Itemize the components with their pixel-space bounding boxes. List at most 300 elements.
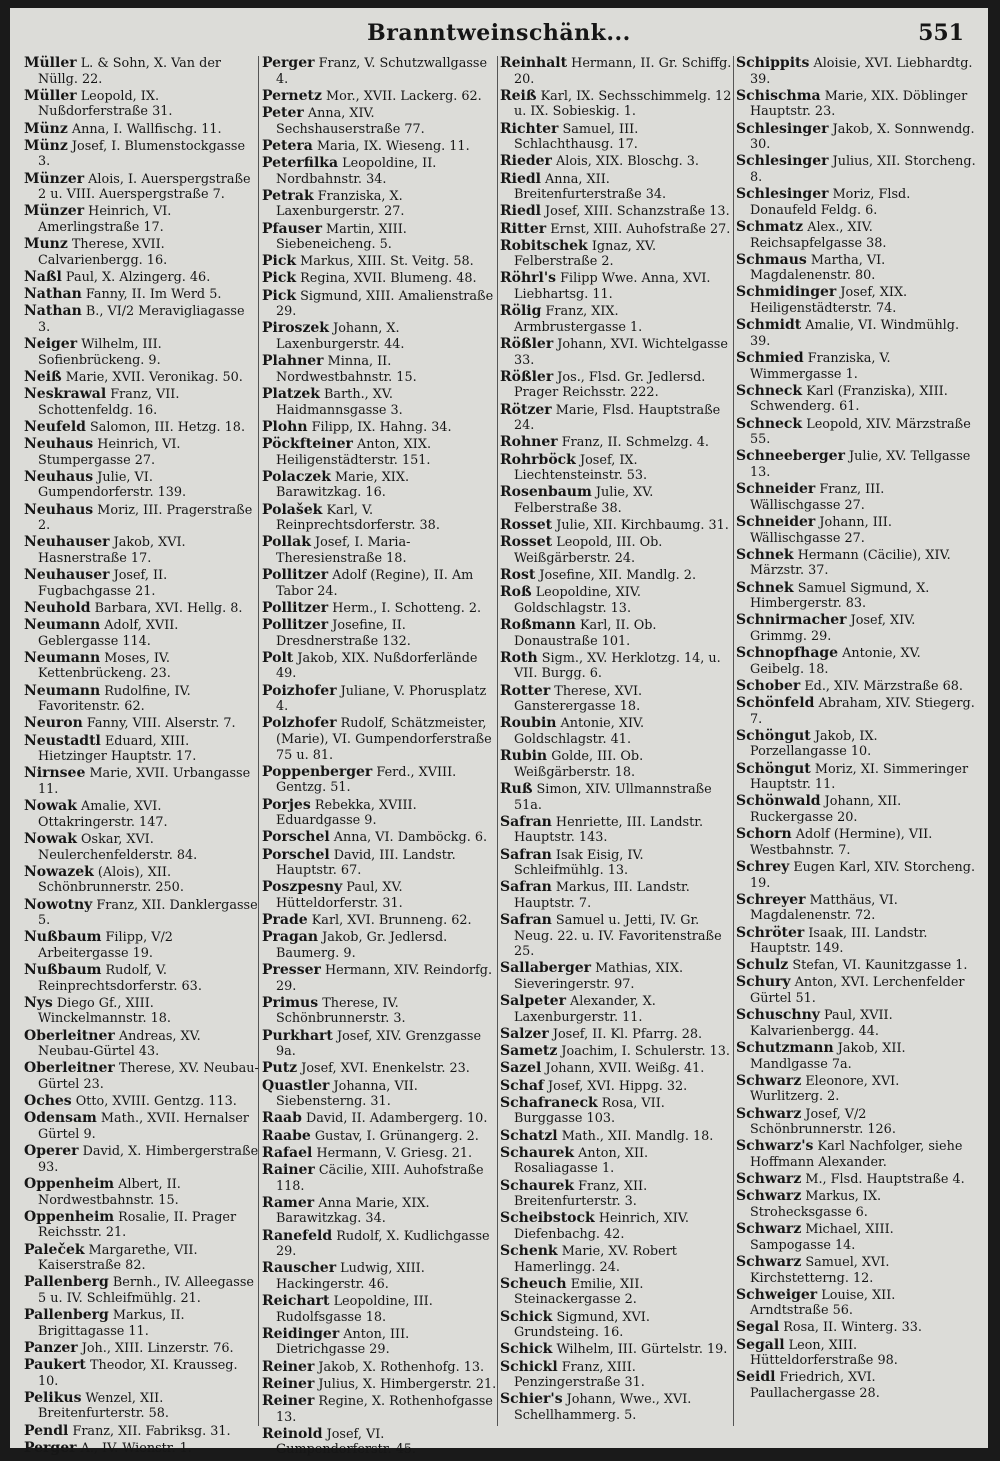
entry-surname: Neuron	[24, 715, 83, 732]
entry-surname: Rößler	[500, 336, 554, 353]
entry-surname: Schischma	[736, 87, 821, 104]
directory-entry	[500, 204, 734, 220]
entry-details: Jakob, X. Sonnwendg. 30.	[750, 121, 975, 153]
entry-details: Sigm., XV. Herklotzg. 14, u. VII. Burgg. 6.	[514, 650, 721, 682]
entry-surname: Schober	[736, 677, 801, 694]
directory-entry	[500, 1027, 734, 1043]
entry-details: Marie, XIX. Döblinger Hauptstr. 23.	[750, 88, 968, 120]
entry-details: Heinrich, VI. Stumpergasse 27.	[38, 436, 181, 468]
entry-surname: Platzek	[262, 386, 320, 402]
entry-surname: Roßmann	[500, 617, 576, 634]
entry-details: Hermann (Cäcilie), XIV. Märzstr. 37.	[750, 547, 951, 579]
directory-entry	[500, 913, 734, 960]
entry-details: Leopoldine, III. Rudolfsgasse 18.	[276, 1294, 433, 1325]
entry-details: Moriz, Flsd. Donaufeld Feldg. 6.	[750, 187, 911, 218]
directory-entry	[500, 1244, 734, 1275]
entry-surname: Oches	[24, 1093, 72, 1110]
entry-details: Josef, IX. Liechtensteinstr. 53.	[514, 452, 648, 484]
directory-entry	[24, 172, 260, 203]
directory-entry	[500, 222, 734, 238]
entry-surname: Schneck	[736, 415, 803, 432]
entry-details: Leon, XIII. Hütteldorferstraße 98.	[750, 1337, 898, 1369]
page-number: 551	[918, 20, 964, 46]
entry-surname: Rauscher	[262, 1260, 337, 1277]
entry-details: Barbara, XVI. Hellg. 8.	[94, 600, 243, 616]
entry-surname: Schmidt	[736, 317, 802, 334]
directory-entry	[736, 89, 976, 120]
entry-surname: Paukert	[24, 1357, 86, 1374]
entry-surname: Safran	[500, 912, 552, 929]
entry-surname: Schlesinger	[736, 153, 829, 170]
entry-surname: Schnek	[736, 546, 794, 563]
directory-entry	[262, 848, 498, 879]
entry-details: Paul, XV. Hütteldorferstr. 31.	[276, 880, 403, 911]
entry-details: Rudolf, X. Kudlichgasse 29.	[276, 1228, 490, 1260]
directory-entry	[736, 679, 976, 695]
directory-entry	[24, 716, 260, 732]
entry-surname: Purkhart	[262, 1027, 333, 1044]
directory-entry	[500, 1061, 734, 1077]
directory-entry	[262, 1360, 498, 1376]
entry-surname: Neuhold	[24, 599, 91, 616]
entry-surname: Poszpesny	[262, 879, 343, 896]
entry-surname: Polašek	[262, 501, 323, 518]
entry-surname: Schwarz's	[736, 1138, 814, 1155]
entry-surname: Reidinger	[262, 1325, 340, 1342]
entry-surname: Safran	[500, 813, 552, 830]
entry-details: Simon, XIV. Ullmannstraße 51a.	[514, 781, 712, 813]
entry-surname: Primus	[262, 994, 319, 1011]
entry-surname: Perger	[24, 1439, 77, 1456]
entry-surname: Segall	[736, 1336, 785, 1353]
directory-entry	[24, 1424, 260, 1440]
directory-entry	[262, 156, 498, 187]
entry-surname: Neskrawal	[24, 386, 107, 402]
entry-details: Alex., XIV. Reichsapfelgasse 38.	[750, 219, 887, 251]
directory-entry	[500, 485, 734, 516]
directory-entry	[736, 646, 976, 677]
directory-entry	[24, 1144, 260, 1175]
entry-details: Margarethe, VII. Kaiserstraße 82.	[38, 1242, 198, 1274]
entry-details: (Alois), XII. Schönbrunnerstr. 250.	[38, 864, 184, 896]
directory-entry	[500, 1392, 734, 1423]
entry-surname: Schwarz	[736, 1253, 802, 1270]
directory-entry	[500, 239, 734, 270]
entry-details: Louise, XII. Arndtstraße 56.	[750, 1287, 896, 1319]
entry-details: Golde, III. Ob. Weißgärberstr. 18.	[514, 749, 644, 780]
directory-entry	[736, 893, 976, 924]
directory-entry	[262, 1146, 498, 1162]
entry-details: Jakob, XIX. Nußdorferlände 49.	[276, 650, 478, 682]
entry-surname: Schury	[736, 974, 791, 991]
directory-entry	[262, 1427, 498, 1458]
directory-entry	[262, 1196, 498, 1227]
directory-entry	[262, 1061, 498, 1077]
entry-surname: Rötzer	[500, 401, 552, 418]
directory-entry	[262, 1394, 498, 1425]
entry-surname: Schwarz	[736, 1171, 802, 1188]
entry-surname: Ritter	[500, 220, 547, 237]
entry-surname: Salpeter	[500, 993, 566, 1010]
entry-details: Mathias, XIX. Sieveringerstr. 97.	[514, 961, 684, 993]
entry-details: Hermann, V. Griesg. 21.	[316, 1145, 473, 1161]
directory-entry	[500, 716, 734, 747]
directory-entry	[262, 354, 498, 385]
directory-column-1	[24, 55, 260, 1456]
entry-surname: Sallaberger	[500, 960, 592, 977]
entry-details: Josef, XVI. Enenkelstr. 23.	[301, 1061, 470, 1077]
entry-surname: Paleček	[24, 1241, 85, 1258]
directory-entry	[262, 321, 498, 352]
directory-entry	[24, 535, 260, 566]
entry-surname: Schöngut	[736, 727, 811, 744]
entry-surname: Münz	[24, 137, 68, 154]
entry-details: Sigmund, XVI. Grundsteing. 16.	[514, 1309, 650, 1341]
entry-surname: Pragan	[262, 929, 319, 946]
entry-surname: Peter	[262, 104, 304, 121]
directory-entry	[24, 1441, 260, 1457]
entry-surname: Schulz	[736, 957, 789, 974]
entry-details: Anna, VI. Damböckg. 6.	[333, 830, 488, 846]
entry-surname: Rohner	[500, 434, 558, 451]
entry-details: Karl, IX. Sechsschimmelg. 12 u. IX. Sobieskig. 1.	[514, 88, 732, 120]
entry-details: Karl, II. Ob. Donaustraße 101.	[514, 618, 657, 649]
entry-details: Martha, VI. Magdalenenstr. 80.	[750, 252, 886, 284]
directory-entry	[500, 684, 734, 715]
entry-details: Markus, III. Landstr. Hauptstr. 7.	[514, 880, 690, 911]
directory-entry	[24, 370, 260, 386]
directory-entry	[736, 1041, 976, 1072]
directory-entry	[24, 766, 260, 797]
entry-surname: Schaurek	[500, 1177, 575, 1194]
directory-entry	[24, 1275, 260, 1306]
entry-surname: Schafraneck	[500, 1094, 598, 1111]
entry-details: Markus, IX. Strohecksgasse 6.	[750, 1189, 882, 1220]
directory-entry	[736, 417, 976, 448]
entry-details: Marie, Flsd. Hauptstraße 24.	[514, 402, 721, 434]
directory-entry	[262, 1377, 498, 1393]
entry-surname: Pollitzer	[262, 599, 329, 616]
entry-details: Filipp Wwe. Anna, XVI. Liebhartsg. 11.	[514, 271, 711, 303]
directory-entry	[262, 716, 498, 763]
directory-entry	[24, 1094, 260, 1110]
entry-details: Amalie, VI. Windmühlg. 39.	[750, 318, 960, 349]
entry-surname: Poppenberger	[262, 763, 373, 780]
directory-entry	[736, 1189, 976, 1220]
entry-details: Herm., I. Schotteng. 2.	[332, 600, 482, 616]
directory-entry	[736, 581, 976, 612]
directory-entry	[736, 548, 976, 579]
entry-details: Johann, XII. Ruckergasse 20.	[750, 794, 902, 825]
entry-details: Heinrich, XIV. Diefenbachg. 42.	[514, 1211, 689, 1242]
directory-entry	[24, 270, 260, 286]
entry-surname: Poizhofer	[262, 682, 337, 699]
entry-details: Franz, V. Schutzwallgasse 4.	[276, 56, 488, 87]
entry-details: Johann, X. Laxenburgerstr. 44.	[276, 321, 405, 353]
entry-surname: Neumann	[24, 682, 101, 699]
directory-entry	[736, 449, 976, 480]
entry-details: Ferd., XVIII. Gentzg. 51.	[276, 764, 457, 796]
directory-entry	[262, 996, 498, 1027]
directory-entry	[736, 220, 976, 251]
entry-details: Leopoldine, XIV. Goldschlagstr. 13.	[514, 585, 641, 616]
directory-entry	[24, 651, 260, 682]
directory-entry	[24, 237, 260, 268]
directory-entry	[736, 253, 976, 284]
directory-entry	[500, 1096, 734, 1127]
entry-surname: Nirnsee	[24, 765, 86, 782]
entry-details: Marie, XIX. Barawitzkag. 16.	[276, 469, 410, 501]
entry-surname: Piroszek	[262, 320, 329, 337]
entry-surname: Neumann	[24, 649, 101, 666]
entry-surname: Rotter	[500, 682, 551, 699]
directory-entry	[500, 89, 734, 120]
entry-surname: Presser	[262, 962, 321, 979]
entry-details: Joh., XIII. Linzerstr. 76.	[81, 1340, 234, 1356]
directory-entry	[262, 601, 498, 617]
entry-surname: Riedl	[500, 203, 541, 220]
entry-details: Josef, VI. Gumpendorferstr. 45.	[276, 1426, 416, 1458]
entry-details: Josef, XIV. Grimmg. 29.	[750, 613, 916, 644]
directory-entry	[24, 734, 260, 765]
entry-details: Juliane, V. Phorusplatz 4.	[276, 683, 487, 715]
entry-details: Fanny, II. Im Werd 5.	[85, 287, 222, 303]
entry-details: Karl Nachfolger, siehe Hoffmann Alexander.	[750, 1139, 963, 1170]
entry-details: Hermann, XIV. Reindorfg. 29.	[276, 963, 493, 994]
entry-surname: Nys	[24, 994, 53, 1011]
entry-surname: Petera	[262, 137, 313, 154]
entry-surname: Reiß	[500, 87, 537, 104]
entry-surname: Pick	[262, 287, 297, 304]
directory-entry	[24, 1308, 260, 1339]
entry-details: Josef, I. Blumenstockgasse 3.	[38, 138, 246, 170]
entry-surname: Schick	[500, 1308, 553, 1325]
directory-entry	[262, 618, 498, 649]
entry-details: Samuel, III. Schlachthausg. 17.	[514, 121, 639, 153]
directory-entry	[736, 1338, 976, 1369]
directory-entry	[736, 696, 976, 727]
entry-surname: Rölig	[500, 303, 542, 320]
entry-details: David, III. Landstr. Hauptstr. 67.	[276, 847, 456, 879]
entry-surname: Operer	[24, 1143, 79, 1160]
entry-surname: Polzhofer	[262, 715, 337, 732]
directory-entry	[500, 172, 734, 203]
entry-details: Leopold, III. Ob. Weißgärberstr. 24.	[514, 535, 663, 566]
entry-surname: Neuhauser	[24, 567, 110, 584]
entry-surname: Schmatz	[736, 218, 804, 235]
directory-entry	[500, 535, 734, 566]
entry-details: Minna, II. Nordwestbahnstr. 15.	[276, 354, 417, 385]
entry-surname: Oppenheim	[24, 1208, 115, 1225]
directory-entry	[262, 765, 498, 796]
directory-entry	[262, 139, 498, 155]
entry-surname: Neuhaus	[24, 435, 94, 452]
entry-surname: Putz	[262, 1060, 298, 1077]
entry-details: Michael, XIII. Sampogasse 14.	[750, 1222, 894, 1253]
entry-surname: Pollak	[262, 534, 311, 551]
entry-details: Joachim, I. Schulerstr. 13.	[561, 1044, 730, 1060]
directory-entry	[736, 975, 976, 1006]
entry-surname: Odensam	[24, 1110, 97, 1127]
directory-entry	[500, 1360, 734, 1391]
entry-surname: Schaurek	[500, 1144, 575, 1161]
entry-details: Stefan, VI. Kaunitzgasse 1.	[792, 958, 968, 974]
entry-surname: Schlesinger	[736, 186, 829, 203]
entry-surname: Röhrl's	[500, 270, 557, 287]
entry-details: Moriz, XI. Simmeringer Hauptstr. 11.	[750, 761, 969, 793]
entry-surname: Neuhaus	[24, 501, 94, 518]
entry-details: Josefine, II. Dresdnerstraße 132.	[276, 618, 411, 649]
directory-entry	[500, 618, 734, 649]
entry-surname: Reiner	[262, 1358, 315, 1375]
entry-details: Julie, XII. Kirchbaumg. 31.	[556, 518, 729, 534]
entry-details: Andreas, XV. Neubau-Gürtel 43.	[38, 1028, 201, 1060]
entry-details: Mor., XVII. Lackerg. 62.	[326, 88, 482, 104]
directory-entry	[500, 585, 734, 616]
entry-surname: Schneck	[736, 382, 803, 399]
entry-details: Antonie, XIV. Goldschlagstr. 41.	[514, 716, 645, 747]
directory-entry	[500, 435, 734, 451]
entry-details: Alexander, X. Laxenburgerstr. 11.	[514, 994, 656, 1025]
directory-entry	[500, 1211, 734, 1242]
entry-details: M., Flsd. Hauptstraße 4.	[805, 1172, 965, 1188]
entry-surname: Nathan	[24, 303, 82, 320]
entry-surname: Naßl	[24, 268, 62, 285]
entry-details: Eleonore, XVI. Wurlitzerg. 2.	[750, 1073, 900, 1105]
entry-surname: Salzer	[500, 1026, 549, 1043]
entry-surname: Safran	[500, 846, 552, 863]
entry-details: Eduard, XIII. Hietzinger Hauptstr. 17.	[38, 733, 197, 765]
entry-surname: Pfauser	[262, 220, 322, 237]
directory-entry	[24, 930, 260, 961]
directory-entry	[24, 89, 260, 120]
entry-surname: Reinhalt	[500, 55, 568, 71]
entry-surname: Porschel	[262, 846, 330, 863]
entry-details: Leopoldine, II. Nordbahnstr. 34.	[276, 155, 437, 187]
entry-details: Julius, XII. Storcheng. 8.	[750, 154, 976, 185]
directory-entry	[500, 122, 734, 153]
directory-entry	[262, 1327, 498, 1358]
entry-details: Filipp, IX. Hahng. 34.	[311, 419, 452, 435]
entry-surname: Schneider	[736, 513, 816, 530]
entry-details: Rudolfine, IV. Favoritenstr. 62.	[38, 683, 191, 715]
entry-surname: Schippits	[736, 55, 810, 71]
entry-details: Wilhelm, III. Sofienbrückeng. 9.	[38, 337, 162, 368]
directory-entry	[24, 799, 260, 830]
entry-surname: Peterfilka	[262, 154, 339, 171]
directory-entry	[262, 1261, 498, 1292]
directory-entry	[736, 1288, 976, 1319]
entry-surname: Rosenbaum	[500, 484, 592, 501]
directory-entry	[262, 651, 498, 682]
directory-entry	[24, 387, 260, 418]
entry-surname: Schnopfhage	[736, 645, 839, 662]
entry-details: Therese, XVII. Calvarienbergg. 16.	[38, 237, 168, 268]
entry-surname: Polt	[262, 649, 294, 666]
entry-surname: Prade	[262, 912, 308, 929]
entry-details: Jos., Flsd. Gr. Jedlersd. Prager Reichsstr. 222.	[514, 369, 706, 401]
entry-details: Moriz, III. Pragerstraße 2.	[38, 502, 253, 534]
entry-surname: Schwarz	[736, 1105, 802, 1122]
directory-column-2	[262, 55, 498, 1458]
entry-surname: Schick	[500, 1341, 553, 1358]
directory-entry	[262, 470, 498, 501]
directory-entry	[500, 337, 734, 368]
entry-details: Samuel, XVI. Kirchstetterng. 12.	[750, 1254, 890, 1286]
entry-details: Adolf (Regine), II. Am Tabor 24.	[276, 568, 474, 599]
entry-surname: Richter	[500, 120, 559, 137]
directory-entry	[736, 1172, 976, 1188]
directory-entry	[262, 222, 498, 253]
entry-details: Ignaz, XV. Felberstraße 2.	[514, 238, 657, 270]
entry-surname: Panzer	[24, 1339, 78, 1356]
directory-entry	[736, 351, 976, 382]
entry-details: Johanna, VII. Siebensterng. 31.	[276, 1078, 418, 1110]
entry-surname: Nowotny	[24, 896, 93, 913]
entry-surname: Rößler	[500, 368, 554, 385]
entry-surname: Schmied	[736, 350, 804, 367]
entry-surname: Pelikus	[24, 1389, 82, 1406]
entry-surname: Schier's	[500, 1391, 563, 1408]
entry-surname: Rosset	[500, 534, 553, 551]
directory-entry	[262, 963, 498, 994]
directory-entry	[24, 204, 260, 235]
entry-details: Therese, XVI. Gansterergasse 18.	[514, 683, 643, 715]
entry-details: Franz, VII. Schottenfeldg. 16.	[38, 387, 180, 418]
directory-entry	[500, 304, 734, 335]
entry-details: Franz, III. Wällischgasse 27.	[750, 482, 885, 513]
entry-details: Franz, XII. Fabriksg. 31.	[72, 1423, 231, 1439]
entry-details: Otto, XVIII. Gentzg. 113.	[75, 1094, 237, 1110]
entry-surname: Schatzl	[500, 1127, 558, 1144]
directory-entry	[500, 1146, 734, 1177]
directory-entry	[736, 122, 976, 153]
entry-surname: Nußbaum	[24, 962, 102, 979]
entry-surname: Raabe	[262, 1127, 311, 1144]
entry-details: Johann, III. Wällischgasse 27.	[750, 514, 892, 546]
directory-entry	[736, 56, 976, 87]
entry-surname: Safran	[500, 879, 552, 896]
entry-surname: Rubin	[500, 748, 548, 765]
entry-details: Franz, XIII. Penzingerstraße 31.	[514, 1359, 645, 1391]
entry-details: Johann, Wwe., XVI. Schellhammerg. 5.	[514, 1392, 692, 1423]
entry-surname: Roubin	[500, 715, 557, 732]
entry-surname: Sazel	[500, 1060, 542, 1077]
entry-details: Aloisie, XVI. Liebhardtg. 39.	[750, 56, 973, 87]
entry-details: Eugen Karl, XIV. Storcheng. 19.	[750, 859, 976, 891]
directory-entry	[500, 518, 734, 534]
entry-details: Leopold, IX. Nußdorferstraße 31.	[38, 88, 173, 120]
entry-surname: Nußbaum	[24, 929, 102, 946]
directory-entry	[736, 515, 976, 546]
entry-details: Rosa, VII. Burggasse 103.	[514, 1095, 665, 1127]
entry-surname: Pick	[262, 270, 297, 287]
entry-surname: Schlesinger	[736, 120, 829, 137]
entry-details: Diego Gf., XIII. Winckelmannstr. 18.	[38, 995, 172, 1027]
directory-entry	[24, 437, 260, 468]
entry-details: Therese, IV. Schönbrunnerstr. 3.	[276, 995, 406, 1027]
directory-page	[10, 8, 988, 1458]
directory-entry	[24, 1210, 260, 1241]
directory-entry	[500, 453, 734, 484]
entry-surname: Roth	[500, 649, 538, 666]
entry-surname: Riedl	[500, 170, 541, 187]
entry-surname: Rost	[500, 567, 536, 584]
directory-entry	[500, 271, 734, 302]
entry-surname: Rainer	[262, 1161, 315, 1178]
directory-entry	[24, 1111, 260, 1142]
directory-entry	[262, 89, 498, 105]
